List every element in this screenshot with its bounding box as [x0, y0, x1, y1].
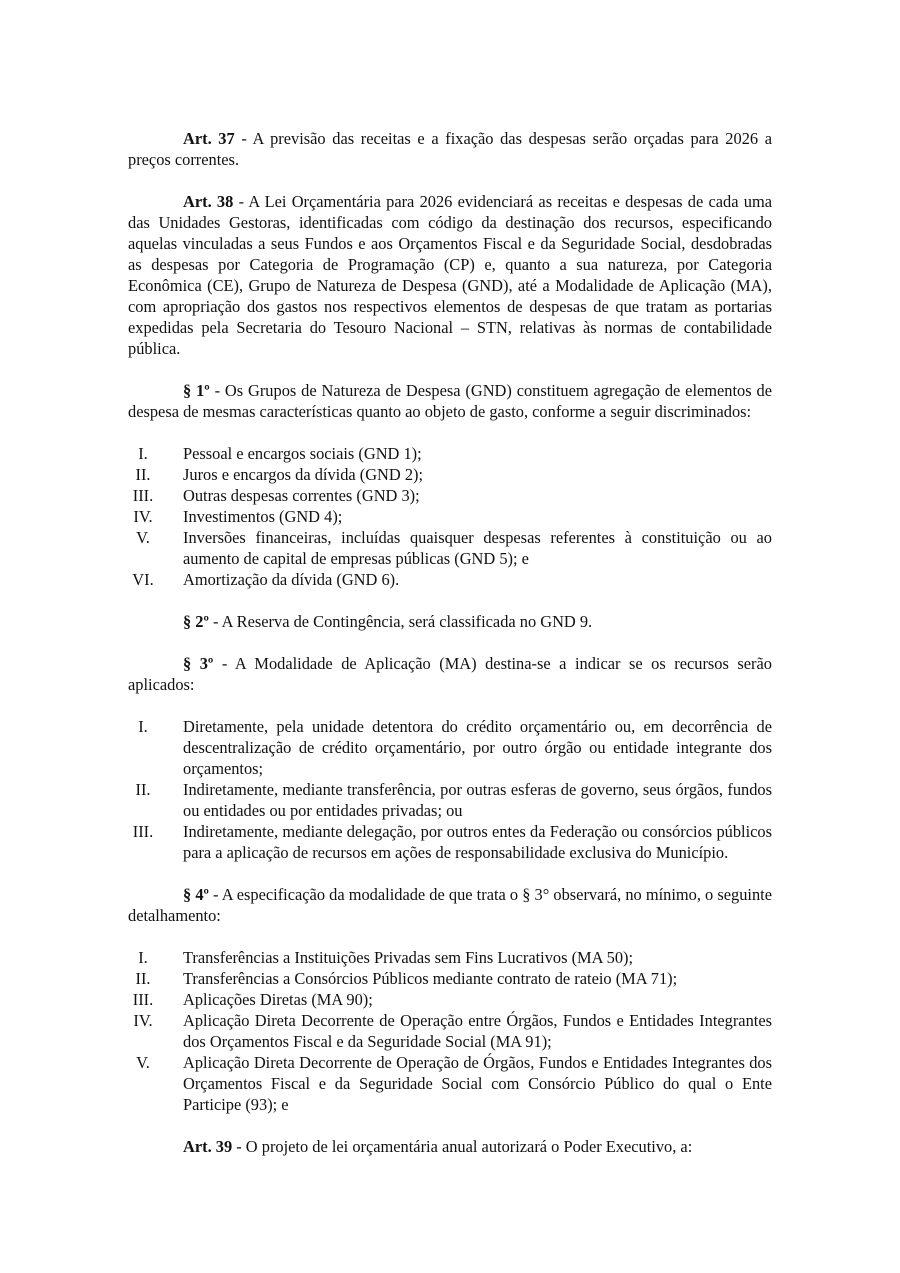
- list-item: [128, 821, 772, 863]
- paragraph-4: [128, 884, 772, 926]
- item-number: III.: [132, 822, 154, 841]
- paragraph-2: [128, 611, 772, 632]
- item-number: VI.: [132, 570, 154, 589]
- paragraph-text: - A Reserva de Contingência, será classificada no GND 9.: [208, 612, 593, 631]
- list-item: [128, 569, 772, 590]
- ma-application-list: [128, 716, 772, 863]
- list-item: [128, 443, 772, 464]
- item-number: IV.: [133, 507, 153, 526]
- article-label: Art. 39: [183, 1137, 233, 1156]
- item-number: V.: [136, 1053, 150, 1072]
- item-text: Indiretamente, mediante transferência, por outras esferas de governo, seus órgãos, fundos ou entidades ou por entidades privadas; ou: [183, 780, 772, 820]
- list-item: [128, 506, 772, 527]
- article-39: [128, 1136, 772, 1157]
- article-38: [128, 191, 772, 359]
- item-number: II.: [135, 780, 151, 799]
- ma-detail-list: [128, 947, 772, 1115]
- item-text: Aplicação Direta Decorrente de Operação de Órgãos, Fundos e Entidades Integrantes dos Orçamentos Fiscal e da Seguridade Social com Consórcio Público do qual o Ente Participe (93); e: [183, 1053, 772, 1114]
- article-text: - O projeto de lei orçamentária anual autorizará o Poder Executivo, a:: [232, 1137, 693, 1156]
- article-text: - A previsão das receitas e a fixação das despesas serão orçadas para 2026 a preços correntes.: [128, 129, 773, 169]
- paragraph-label: § 3º: [183, 654, 214, 673]
- list-item: [128, 989, 772, 1010]
- item-text: Indiretamente, mediante delegação, por outros entes da Federação ou consórcios públicos para a aplicação de recursos em ações de responsabilidade exclusiva do Município.: [183, 822, 772, 862]
- item-text: Transferências a Consórcios Públicos mediante contrato de rateio (MA 71);: [183, 969, 678, 988]
- list-item: [128, 968, 772, 989]
- item-text: Pessoal e encargos sociais (GND 1);: [183, 444, 422, 463]
- paragraph-text: - A especificação da modalidade de que trata o § 3° observará, no mínimo, o seguinte detalhamento:: [128, 885, 772, 925]
- item-text: Aplicação Direta Decorrente de Operação entre Órgãos, Fundos e Entidades Integrantes dos Orçamentos Fiscal e da Seguridade Social (MA 91);: [183, 1011, 772, 1051]
- item-number: III.: [132, 990, 154, 1009]
- item-text: Investimentos (GND 4);: [183, 507, 343, 526]
- paragraph-label: § 2º: [183, 612, 209, 631]
- item-text: Juros e encargos da dívida (GND 2);: [183, 465, 424, 484]
- item-number: II.: [135, 465, 151, 484]
- paragraph-3: [128, 653, 772, 695]
- document-page: [128, 128, 772, 1178]
- item-text: Diretamente, pela unidade detentora do crédito orçamentário ou, em decorrência de descentralização de crédito orçamentário, por outro órgão ou entidade integrante dos orçamentos;: [183, 717, 772, 778]
- paragraph-label: § 1º: [183, 381, 210, 400]
- list-item: [128, 947, 772, 968]
- article-37: [128, 128, 772, 170]
- list-item: [128, 1052, 772, 1115]
- article-text: - A Lei Orçamentária para 2026 evidenciará as receitas e despesas de cada uma das Unidades Gestoras, identificadas com código da destinação dos recursos, especificando aquelas vinculadas a seus Fundos e aos Orçamentos Fiscal e da Seguridade Social, desdobradas as despesas por Categoria de Programação (CP) e, quanto a sua natureza, por Categoria Econômica (CE), Grupo de Natureza de Despesa (GND), até a Modalidade de Aplicação (MA), com apropriação dos gastos nos respectivos elementos de despesas de que tratam as portarias expedidas pela Secretaria do Tesouro Nacional – STN, relativas às normas de contabilidade pública.: [128, 192, 773, 358]
- list-item: [128, 1010, 772, 1052]
- article-label: Art. 37: [183, 129, 235, 148]
- item-number: V.: [136, 528, 150, 547]
- list-item: [128, 716, 772, 779]
- item-text: Transferências a Instituições Privadas sem Fins Lucrativos (MA 50);: [183, 948, 634, 967]
- list-item: [128, 527, 772, 569]
- gnd-list: [128, 443, 772, 590]
- item-text: Outras despesas correntes (GND 3);: [183, 486, 420, 505]
- item-number: I.: [138, 717, 148, 736]
- paragraph-1: [128, 380, 772, 422]
- item-text: Aplicações Diretas (MA 90);: [183, 990, 373, 1009]
- paragraph-text: - A Modalidade de Aplicação (MA) destina-se a indicar se os recursos serão aplicados:: [128, 654, 772, 694]
- item-number: IV.: [133, 1011, 153, 1030]
- list-item: [128, 485, 772, 506]
- article-label: Art. 38: [183, 192, 234, 211]
- paragraph-label: § 4º: [183, 885, 209, 904]
- item-number: I.: [138, 444, 148, 463]
- item-number: III.: [132, 486, 154, 505]
- item-text: Inversões financeiras, incluídas quaisquer despesas referentes à constituição ou ao aumento de capital de empresas públicas (GND 5); e: [183, 528, 772, 568]
- list-item: [128, 779, 772, 821]
- item-number: I.: [138, 948, 148, 967]
- item-text: Amortização da dívida (GND 6).: [183, 570, 400, 589]
- list-item: [128, 464, 772, 485]
- item-number: II.: [135, 969, 151, 988]
- paragraph-text: - Os Grupos de Natureza de Despesa (GND) constituem agregação de elementos de despesa de mesmas características quanto ao objeto de gasto, conforme a seguir discriminados:: [128, 381, 772, 421]
